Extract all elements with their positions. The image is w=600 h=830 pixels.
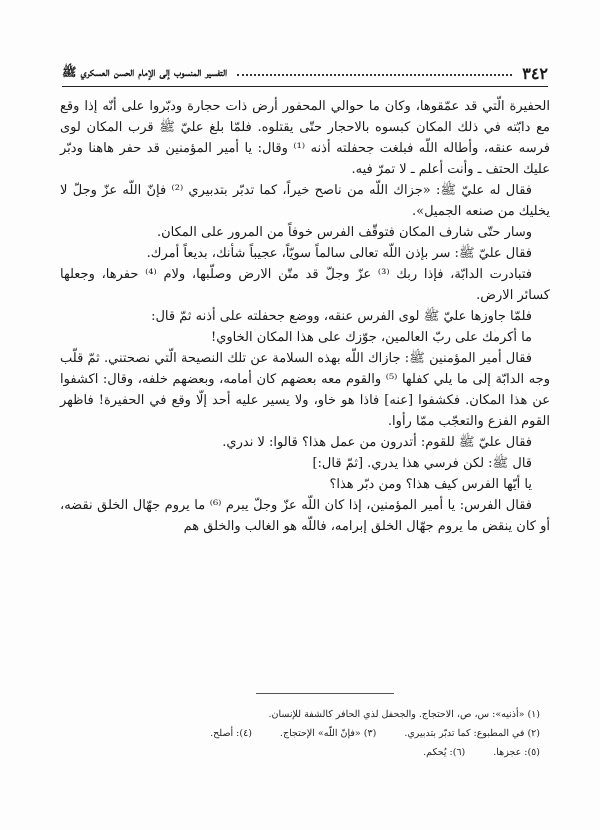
paragraph: يا أيّها الفرس كيف هذا؟ ومن دبّر هذا؟ [329,477,532,492]
paragraph: فتبادرت الدابّة، فإذا ربك ⁽³⁾ عزّ وجلّ قد متّن الارض وصلّبها، ولام ⁽⁴⁾ حفرها، وجعلها كسائر الارض. [60,267,550,303]
footnote-row [80,743,540,762]
footnote-1: (١) «أذنيه»: س، ص، الاحتجاج. والجحفل لذي الحافر كالشفة للإنسان. [268,709,540,720]
header-dotted-rule [237,74,512,76]
paragraph: فقال عليّ ﷺ: سر بإذن اللّه تعالى سالماً سويّاً، عجيباً شأنك، بديعاً أمرك. [146,246,532,261]
paragraph: فقال الفرس: يا أمير المؤمنين، إذا كان اللّه عزّ وجلّ يبرم ⁽⁶⁾ ما يروم جهّال الخلق نقضه، أو كان ينقض ما يروم جهّال الخلق إبرامه، فاللّه هو الغالب والخلق هم [60,498,550,534]
paragraph: فقال له عليّ ﷺ: «جزاك اللّه من ناصح خيراً، كما تدبّر بتدبيري ⁽²⁾ فإنّ اللّه عزّ وجلّ لا يخليك من صنعه الجميل». [60,183,550,219]
footnote-separator [256,693,394,694]
footnote-row [80,724,540,743]
footnote-5: (٥): عجزها. [493,747,540,758]
footnote-4: (٤): أصلح. [210,728,252,739]
paragraph: وسار حتّى شارف المكان فتوقّف الفرس خوفاً من المرور على المكان. [156,225,532,240]
paragraph: فقال أمير المؤمنين ﷺ: جازاك اللّه بهذه السلامة عن تلك النصيحة الّتي نصحتني. ثمّ قلّب وجه الدابّة إلى ما يلي كفلها ⁽⁵⁾ والقوم معه بعضهم كان أمامه، وبعضهم خلفه، وقال: اكشفوا عن هذا المكان. فكشفوا [عنه] فاذا هو خاو، ولا يسير عليه أحد إلّا وقع في الحفيرة! فاظهر القوم الفزع والتعجّب ممّا رأوا. [60,351,550,429]
paragraph: فقال عليّ ﷺ للقوم: أتدرون من عمل هذا؟ قالوا: لا ندري. [222,435,532,450]
footnote-2: (٢) في المطبوع: كما تدبّر بتدبيري. [404,728,540,739]
footnote-3: (٣) «فإنّ اللّه» الإحتجاج. [279,728,377,739]
paragraph: الحفيرة الّتي قد عمّقوها، وكان ما حوالي المحفور أرض ذات حجارة ودبّروا على أنّه إذا وقع مع دابّته في ذلك المكان كبسوه بالاحجار حتّى يقتلوه. فلمّا بلغ عليّ ﷺ قرب المكان لوى فرسه عنقه، وأطاله اللّه فبلغت جحفلته أذنه ⁽¹⁾ وقال: يا أمير المؤمنين قد حفر هاهنا ودبّر عليك الحتف ـ وأنت أعلم ـ لا تمرّ فيه. [60,99,551,177]
paragraph: ما أكرمك على ربّ العالمين، جوّزك على هذا المكان الخاوي! [210,330,532,345]
paragraph: قال ﷺ: لكن فرسي هذا يدري. [ثمّ قال:] [312,456,532,471]
footnote-6: (٦): يُحكم. [423,747,466,758]
footnotes [80,705,540,762]
main-text [60,96,550,537]
paragraph: فلمّا جاوزها عليّ ﷺ لوى الفرس عنقه، ووضع جحفلته على أذنه ثمّ قال: [151,309,532,324]
page-number: ٣٤٢ [522,63,548,83]
running-title: التفسير المنسوب إلى الإمام الحسن العسكري ﷺ [62,64,228,79]
page-header [62,60,548,87]
